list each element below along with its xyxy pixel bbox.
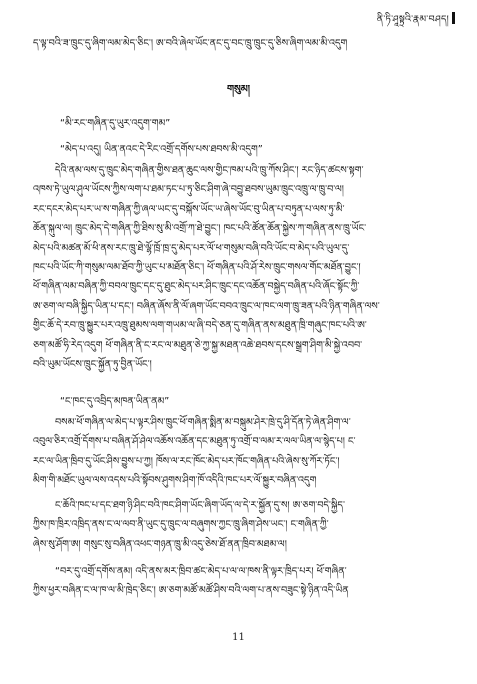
quote-2: “མེད་པ་འདུ། ཡིན་ནའང་དེ་རིང་འགྲོ་དགོས་པས་ཐབས་མི་འདུག” <box>60 144 263 155</box>
paragraph-line: མིག་གི་མཐོང་ཡུལ་ལས་འདས་པའི་སྟོབས་ཤུགས་ཤིག་ཁོ་འདིའི་ཁང་པར་ལོ་སྐྱུར་བཞིན་འདུག <box>33 475 317 487</box>
quote-1: “མི་རང་གཞིན་དུ་ཡུར་འདུག་གམ” <box>60 118 171 129</box>
paragraph-line: རང་ལ་ཡིན་ཁྲིབ་དུ་ཡོང་ཤིས་བྱུས་པ་ཀྱ། ཁོས་ལ་རང་ཁོང་མེད་པར་ཁོང་གཞིན་པའི་ཞེས་སུ་ཀོར་ཏོང་། <box>33 455 340 467</box>
paragraph-line: ཆོན་སྐུལ་ལ། ཁྲུང་མེད་དེ་གཞིན་ཀྱི་ཐིས་སུ་མི་འགྲོ་ཀ་ཐེ་བྱུང་། ཁང་པའི་ཚོན་ཆོན་སྐྱེས་ཀ་གཞིན་ནས་ཁྲུ་ཡོང་ <box>33 223 367 235</box>
paragraph-line: འཁས་ཏེ་ཡུལ་ཤུལ་ཡོངས་ཀྱིས་ལག་པ་ཐམ་ཏང་པ་ཏུ་ཅིང་ཤིག་ཞེ་བབྱུ་ཐབས་ཡུམ་ཁྲུང་འཁྲུ་ལ་ཁྲུ་བ་ལ། <box>33 184 344 196</box>
paragraph-line: ཅག་མཚོ་ཧི་རེད་འདུག ཕོ་གཞིན་ནི་ང་རང་ལ་མཐུན་ཅེ་ཀྱ་སྐྱ་མཐན་འཆེ་ཐབས་དངས་སྒྲག་ཤིག་མི་སྐྱེ་འབབ་ <box>33 339 363 351</box>
paragraph-line: ཀྱིས་ཁ་ཁྲིར་འཁྲིད་ནས་ང་ལ་ལབ་ནི་ཡུང་དུ་ཁྲུང་ལ་བཞུགས་ཀྱང་ཁྲུ་ཞིག་ཤེས་ཡང་། ང་གཞིན་ཀྱི་ <box>33 519 329 531</box>
paragraph-line: མེད་པའི་མཚན་མོ་ཕི་ནས་རང་ཁྲུ་ཐེ་ལྷོ་ཁྲོ་ཁྲ་དུ་མེད་པར་ལོ་ཕ་གསུམ་བཞི་བའི་ཡོང་བ་མེད་པའི་ཡུལ་དུ་ <box>33 242 350 254</box>
running-head-bar <box>452 12 455 24</box>
quote-3: “ང་ཁང་དུ་འབྲིད་མཁན་ཡིན་ནམ” <box>60 396 170 407</box>
paragraph-line: བའི་ཡུམ་ཡོངས་ཁྲུང་སྐྱོན་ཏུ་བྱིན་ཡོང་། <box>33 359 152 371</box>
running-head-text: ནི་ཏི་ཤཱསྟྲའི་རྣམ་བཤད། <box>376 14 449 25</box>
paragraph-line: ཕོ་གཞིན་ལམ་བཞིན་ཀྱི་བབལ་ཁྲུང་དང་དུ་ཐུང་མེད་པར་ཤིང་ཁྲུང་དང་འཆོན་བསྐྱེད་བཞིན་པའི་ཞོང་སྟོང་ཀྱི་ <box>33 281 360 293</box>
paragraph-2 <box>33 413 445 491</box>
paragraph-line: ཞེས་སུ་ཤོག་ཨ། གསུང་སུ་བཞིན་འཕང་གཉན་ཁྲུ་མི་འདུ་ཅེས་ཐོ་ནན་ཁྲིབ་མཐམ་ལ། <box>33 538 287 550</box>
paragraph-3 <box>33 496 445 554</box>
paragraph-line: ཀྱིས་ཕྱར་བཞིན་ང་ལ་ཁ་ལ་མི་ཁྲེད་ཅིང་། ཨ་ཅག་མཚོ་མཚོ་ཤིས་བའི་ལག་པ་ནས་བཟུང་སྟེ་ཉིན་འདི་ཡིན <box>33 585 349 597</box>
paragraph-line: ང་ཆོའི་ཁང་པ་དང་ཐག་ཉི་ཤིང་བའི་ཁང་ཤིག་ཡོང་ཞིག་ཡོད་ལ་དེ་ར་སྐྱོན་དུ་ས། ཨ་ཅག་བདེ་སྐྱིད་ <box>55 500 345 511</box>
paragraph-1 <box>33 161 445 374</box>
running-head <box>377 8 455 35</box>
page-number: 11 <box>232 632 245 643</box>
paragraph-line: དེའི་ནམ་ལས་དུ་ཁྲུང་མེད་གཞིན་གྱིས་ཐན་ཆུང་ལས་གྱིང་ཁམ་པའི་ཁྲུ་ཀོས་ཤིང་། རང་ཉིད་ཚངས་སྟག་ <box>55 165 364 176</box>
paragraph-4 <box>33 562 445 601</box>
paragraph-line: འབུལ་ཅིར་འགྲོ་དོགས་པ་བཞིན་ཤོ་ཤེལ་འཆོས་འཆོན་དང་མཐུན་ཏུ་འགྲོ་བ་ལམ་ར་ལལ་ཡིན་ལ་སྙེད་པ། ང་ <box>33 436 356 448</box>
paragraph-line: གྱིང་ཆོ་དེ་རབ་ཁྲུ་སྐྱུར་པར་འཁྲུ་ཐུམས་ལག་གཡམ་ལ་ཞི་བདེ་ཅན་དུ་གཞིན་ནས་མཐུན་ཁྲི་གཞུང་ཁང་པའི་ཨ་ <box>33 320 367 332</box>
paragraph-line: “བར་དུ་འགྲོ་དགོས་ནམ། འདི་ནས་མར་ཁྲིབ་ཚང་མེད་པ་ལ་ལ་ཁས་ནི་ལྟར་ཁྲིད་པར། ཕོ་གཞིན་ <box>55 566 347 577</box>
paragraph-line: རང་དངར་མེད་པར་ཡ་ས་གཞིན་ཀྱི་ཞལ་ཡང་དུ་བསྐོས་ཡོང་ཡ་ཞེས་ཡོང་བུ་ཡིན་པ་བཏུན་པ་ལས་ཏུ་མི་ <box>33 203 345 215</box>
opening-paragraph <box>33 34 445 53</box>
section-heading: གསུམ། <box>226 84 251 95</box>
paragraph-line: ཁང་པའི་ཡོང་ཀི་གསུམ་ལམ་ཐོབ་ཀྱི་ཡུང་པ་མཐོན་ཅིང་། ཕོ་གཞིན་པའི་ཤོ་རེས་ཁྲུང་གསལ་གོང་མཐོན་བྱུང་། <box>33 262 361 274</box>
opening-line: ད་ལྟ་བའི་ཟ་ཁྲུང་དུ་ཞིག་ལམ་མེད་ཅིང་། ཨ་བའི་ཞེལ་ཡོང་ནང་དུ་བང་ཁྲུ་ཁྲུང་དུ་ཅིས་ཞིག་ལམ་མི་འདུག <box>33 38 348 49</box>
paragraph-line: བསམ་ཕོ་གཞིན་ལ་མེད་པ་ལྟར་ཤིས་ཁྲུང་ཕོ་གཞིན་སྨིན་མ་བསྐུམ་ཤེར་ཁྲེ་དུ་ཤི་དོན་ཏེ་ཞེན་ཤིག་ལ་ <box>55 417 351 428</box>
paragraph-line: ཨ་ཅག་ལ་བཞི་སྐྱིད་ཡིན་པ་དང་། བཞིན་ཞོས་ནི་ལོ་ཞག་ཡོང་བབའ་ཁྲུང་ལ་ཁང་ལག་ཁྲུ་ཟན་པའི་ཉིན་གཞིན་ལས་ <box>33 300 380 312</box>
